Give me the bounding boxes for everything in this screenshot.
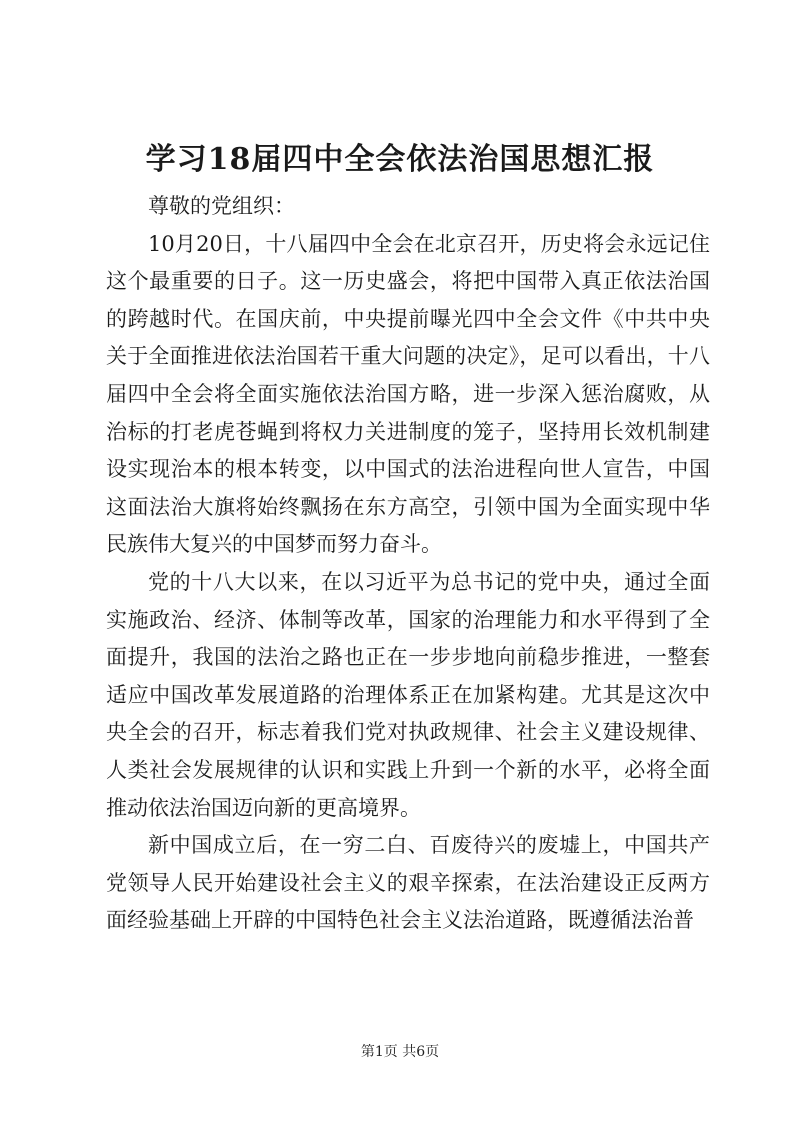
- page-footer: 第1页 共6页: [360, 1044, 440, 1060]
- document-title: 学习18届四中全会依法治国思想汇报: [145, 142, 655, 177]
- paragraph-2: 党的十八大以来，在以习近平为总书记的党中央，通过全面实施政治、经济、体制等改革，国家的治理能力和水平得到了全面提升，我国的法治之路也正在一步步地向前稳步推进，一整套适应中国改革发展道路的治理体系正在加紧构建。尤其是这次中央全会的召开，标志着我们党对执政规律、社会主义建设规律、人类社会发展规律的认识和实践上升到一个新的水平，必将全面推动依法治国迈向新的更高境界。: [106, 569, 710, 820]
- paragraph-1: 10月20日，十八届四中全会在北京召开，历史将会永远记住这个最重要的日子。这一历史盛会，将把中国带入真正依法治国的跨越时代。在国庆前，中央提前曝光四中全会文件《中共中央关于全面推进依法治国若干重大问题的决定》，足可以看出，十八届四中全会将全面实施依法治国方略，进一步深入惩治腐败，从治标的打老虎苍蝇到将权力关进制度的笼子，坚持用长效机制建设实现治本的根本转变，以中国式的法治进程向世人宣告，中国这面法治大旗将始终飘扬在东方高空，引领中国为全面实现中华民族伟大复兴的中国梦而努力奋斗。: [106, 231, 710, 557]
- paragraph-3: 新中国成立后，在一穷二白、百废待兴的废墟上，中国共产党领导人民开始建设社会主义的艰辛探索，在法治建设正反两方面经验基础上开辟的中国特色社会主义法治道路，既遵循法治普: [106, 833, 710, 933]
- document-body: [106, 188, 710, 940]
- salutation: 尊敬的党组织：: [148, 194, 295, 218]
